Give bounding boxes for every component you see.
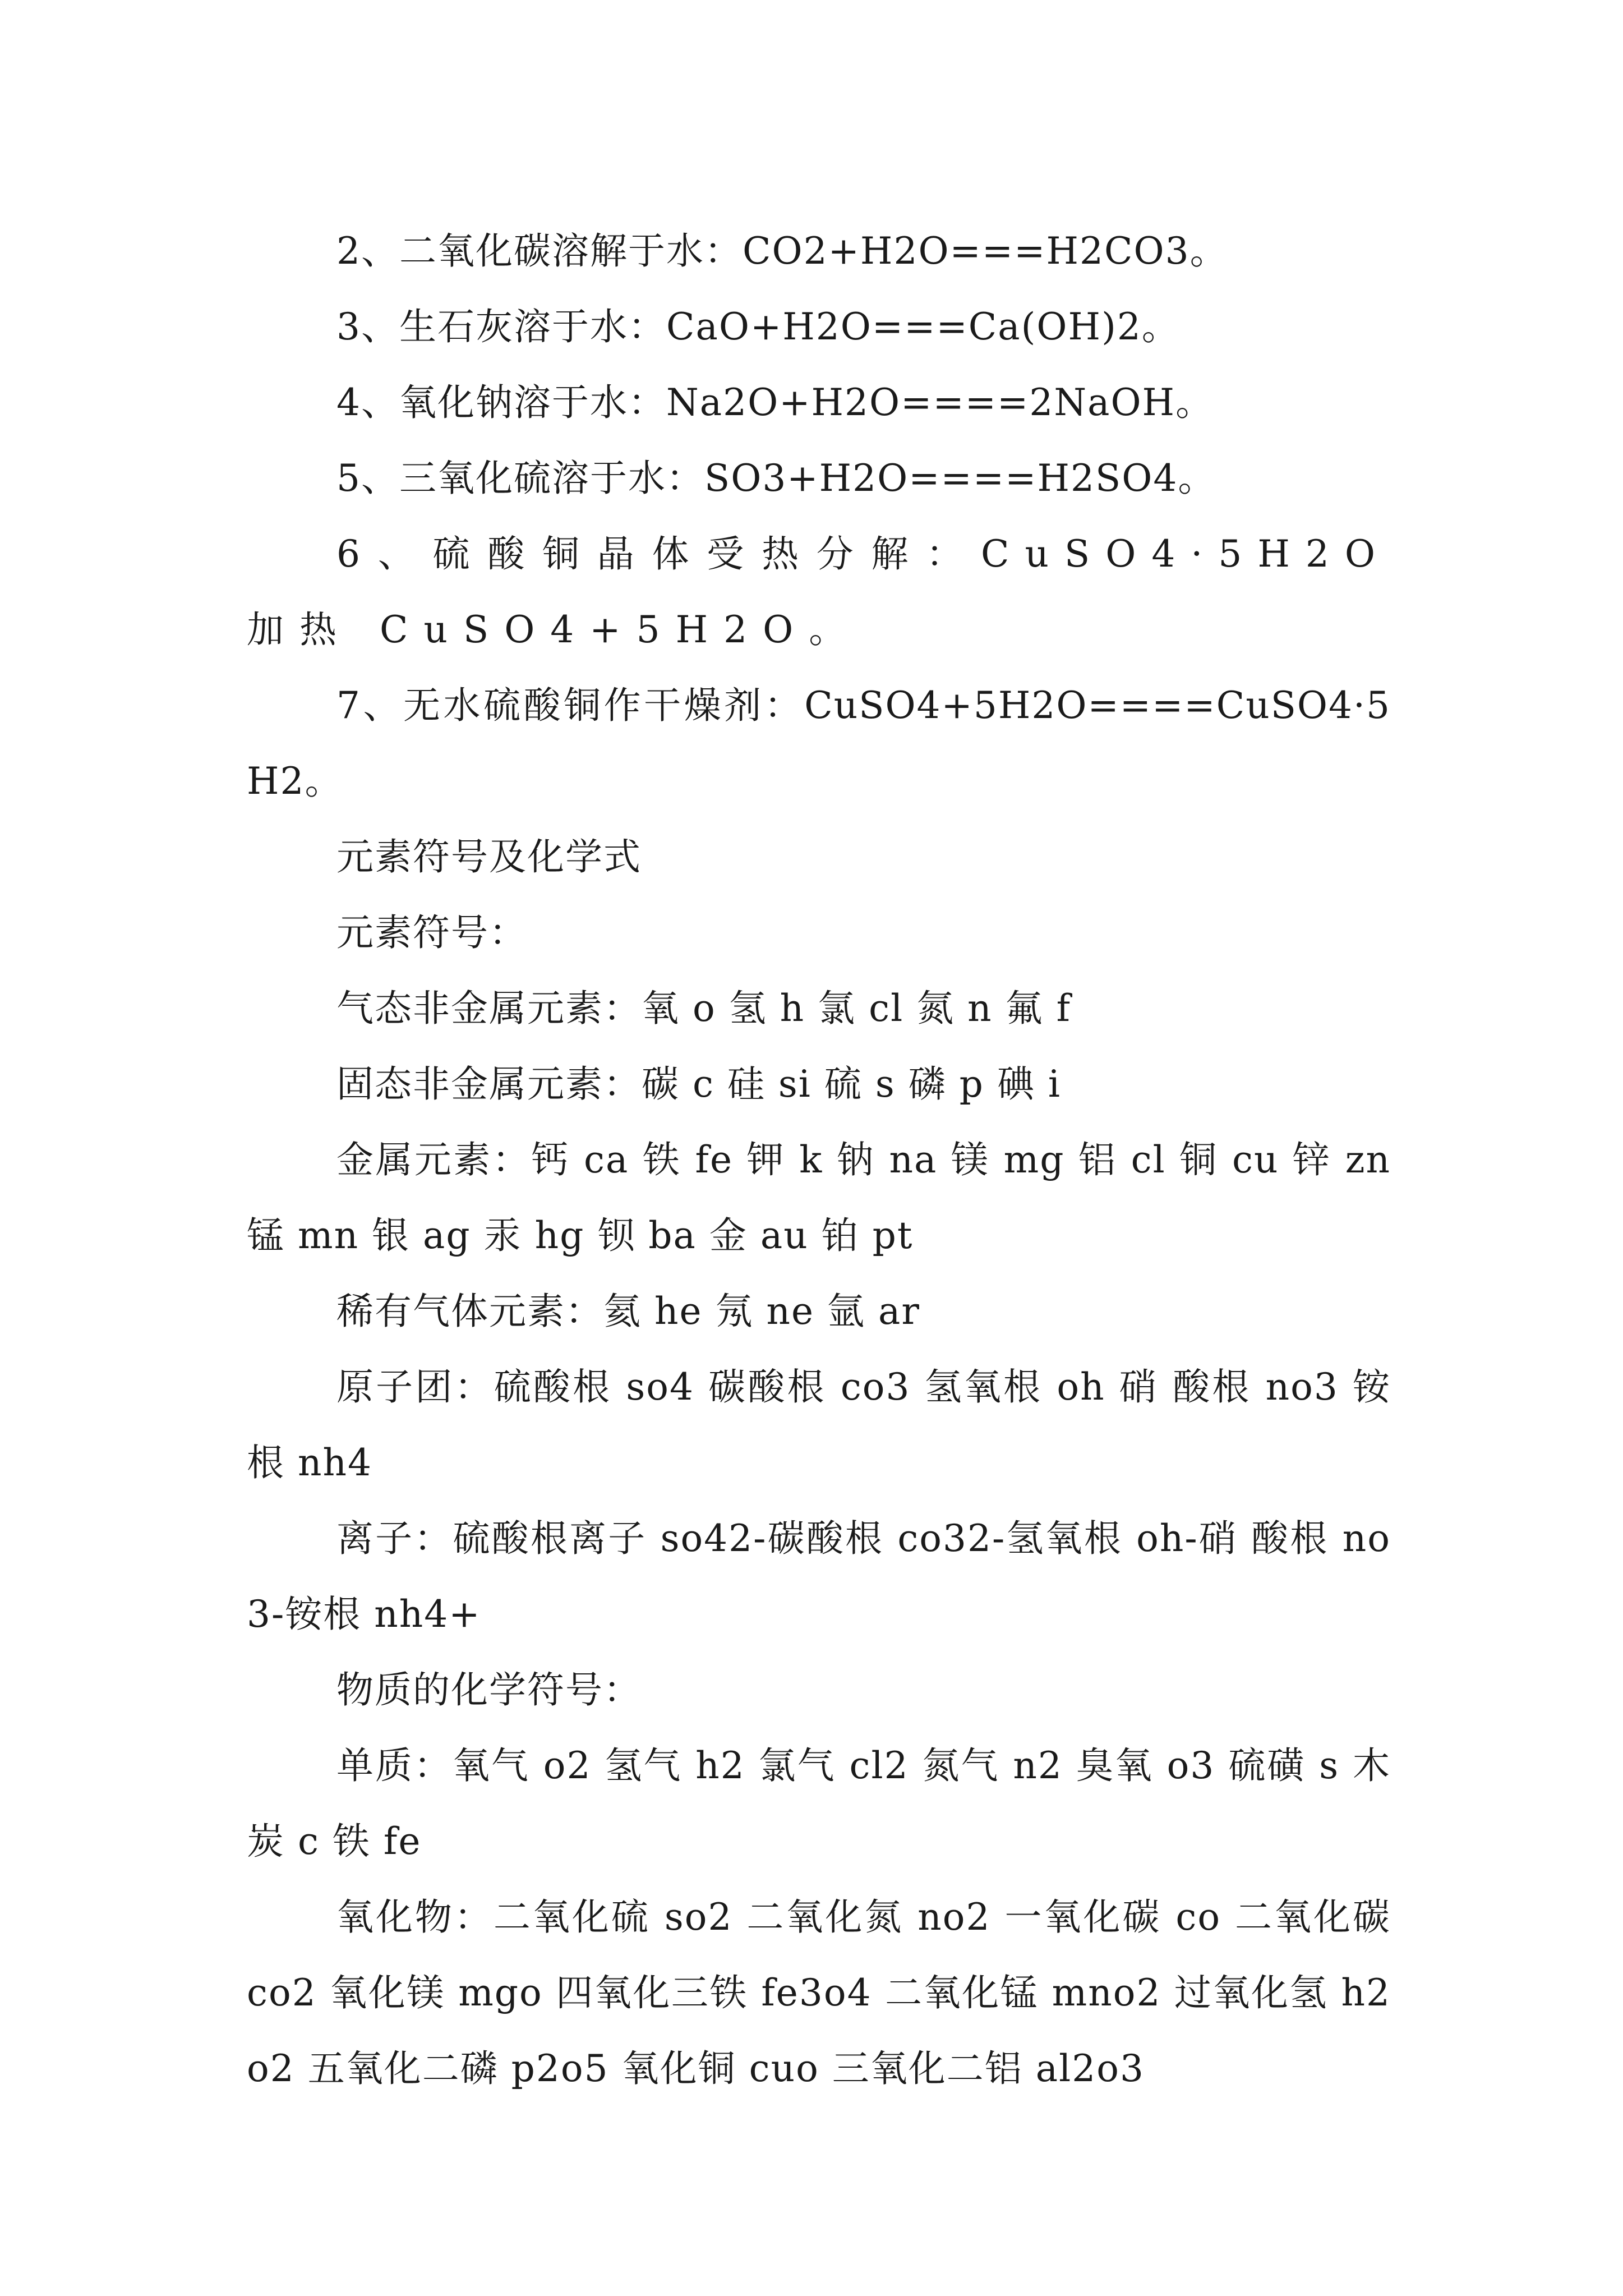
subheading-chemical-symbols: 物质的化学符号： — [336, 1668, 642, 1711]
paragraph-ions: 离子：硫酸根离子 so42-碳酸根 co32-氢氧根 oh-硝 酸根 no3-铵根 nh4+ — [247, 1517, 1391, 1636]
paragraph-reaction-2: 2、二氧化碳溶解于水：CO2+H2O===H2CO3。 — [336, 229, 1228, 273]
paragraph-reaction-6: 6、硫酸铜晶体受热分解：CuSO4·5H2O 加热 CuSO4+5H2O。 — [247, 532, 1391, 651]
paragraph-solid-nonmetals: 固态非金属元素：碳 c 硅 si 硫 s 磷 p 碘 i — [336, 1062, 1061, 1106]
paragraph-gaseous-nonmetals: 气态非金属元素：氧 o 氢 h 氯 cl 氮 n 氟 f — [336, 987, 1072, 1030]
paragraph-reaction-4: 4、氧化钠溶于水：Na2O+H2O====2NaOH。 — [336, 381, 1214, 424]
subheading-element-symbols: 元素符号： — [336, 911, 527, 954]
paragraph-reaction-5: 5、三氧化硫溶于水：SO3+H2O====H2SO4。 — [336, 457, 1216, 500]
paragraph-metals: 金属元素：钙 ca 铁 fe 钾 k 钠 na 镁 mg 铝 cl 铜 cu 锌 zn 锰 mn 银 ag 汞 hg 钡 ba 金 au 铂 pt — [247, 1138, 1391, 1257]
paragraph-reaction-7: 7、无水硫酸铜作干燥剂：CuSO4+5H2O====CuSO4·5H2。 — [247, 684, 1391, 803]
document-body — [247, 213, 1391, 2106]
paragraph-reaction-3: 3、生石灰溶于水：CaO+H2O===Ca(OH)2。 — [336, 305, 1180, 348]
paragraph-elements-substances: 单质：氧气 o2 氢气 h2 氯气 cl2 氮气 n2 臭氧 o3 硫磺 s 木炭 c 铁 fe — [247, 1744, 1391, 1863]
section-heading: 元素符号及化学式 — [336, 835, 642, 878]
paragraph-oxides: 氧化物：二氧化硫 so2 二氧化氮 no2 一氧化碳 co 二氧化碳 co2 氧化镁 mgo 四氧化三铁 fe3o4 二氧化锰 mno2 过氧化氢 h2o2 五氧化二磷 p2o5 氧化铜 cuo 三氧化二铝 al2o3 — [247, 1895, 1391, 2090]
paragraph-radicals: 原子团：硫酸根 so4 碳酸根 co3 氢氧根 oh 硝 酸根 no3 铵根 nh4 — [247, 1365, 1391, 1484]
paragraph-noble-gases: 稀有气体元素：氦 he 氖 ne 氩 ar — [336, 1290, 920, 1333]
